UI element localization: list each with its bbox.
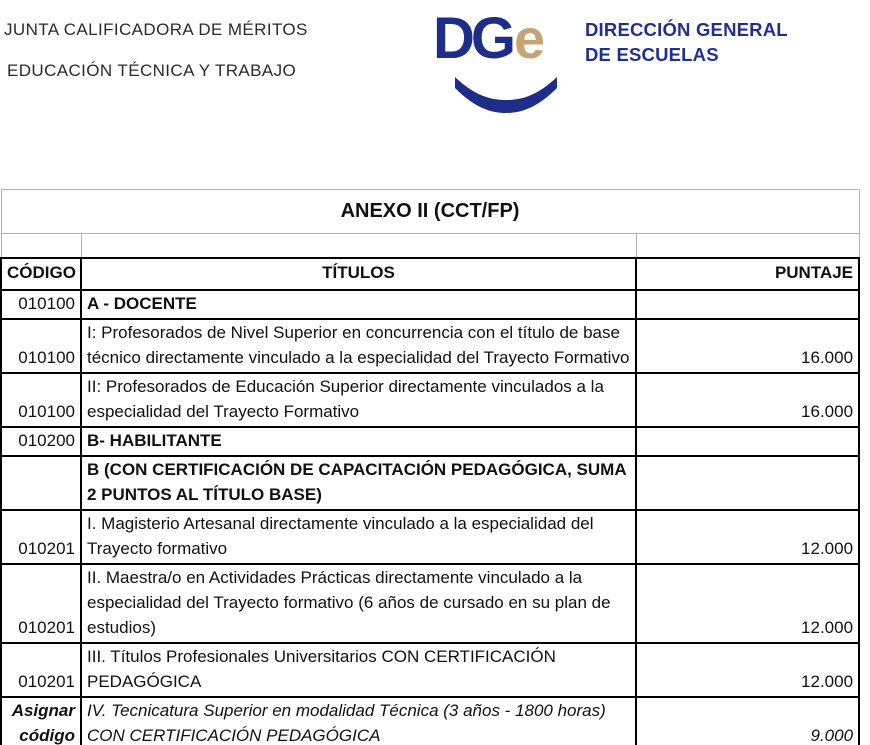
cell-puntaje bbox=[636, 456, 859, 510]
cell-puntaje: 12.000 bbox=[636, 510, 859, 564]
cell-puntaje: 16.000 bbox=[636, 373, 859, 427]
cell-titulo: A - DOCENTE bbox=[81, 290, 636, 319]
table-row bbox=[1, 643, 859, 697]
table-row bbox=[1, 427, 859, 456]
spacer-cell bbox=[636, 234, 859, 258]
column-header-titulos: TÍTULOS bbox=[81, 258, 636, 290]
table-title-row bbox=[1, 190, 859, 234]
cell-titulo: B- HABILITANTE bbox=[81, 427, 636, 456]
open-book-icon bbox=[453, 76, 559, 114]
table-header-row bbox=[1, 258, 859, 290]
cell-titulo: I: Profesorados de Nivel Superior en concurrencia con el título de base técnico directamente vinculado a la especialidad del Trayecto Formativo bbox=[81, 319, 636, 373]
cell-codigo: 010100 bbox=[1, 290, 81, 319]
org-name-line1: JUNTA CALIFICADORA DE MÉRITOS bbox=[4, 20, 308, 39]
table-spacer-row bbox=[1, 234, 859, 258]
table-row bbox=[1, 510, 859, 564]
cell-codigo: 010201 bbox=[1, 643, 81, 697]
cell-codigo: 010201 bbox=[1, 510, 81, 564]
dge-name-text bbox=[585, 17, 815, 67]
column-header-codigo: CÓDIGO bbox=[1, 258, 81, 290]
cell-codigo: 010100 bbox=[1, 373, 81, 427]
table-row bbox=[1, 456, 859, 510]
cell-puntaje bbox=[636, 290, 859, 319]
cell-codigo: 010200 bbox=[1, 427, 81, 456]
table-row bbox=[1, 697, 859, 745]
table-row bbox=[1, 564, 859, 643]
dge-name-line2: DE ESCUELAS bbox=[585, 44, 719, 65]
dge-logo bbox=[433, 6, 583, 115]
dge-logo-dg-text: DG bbox=[433, 6, 512, 71]
dge-name-line1: DIRECCIÓN GENERAL bbox=[585, 19, 788, 40]
cell-codigo: 010201 bbox=[1, 564, 81, 643]
table-row bbox=[1, 373, 859, 427]
cell-puntaje bbox=[636, 427, 859, 456]
table-row bbox=[1, 319, 859, 373]
org-name-line2: EDUCACIÓN TÉCNICA Y TRABAJO bbox=[7, 61, 297, 80]
cell-titulo: III. Títulos Profesionales Universitarios CON CERTIFICACIÓN PEDAGÓGICA bbox=[81, 643, 636, 697]
cell-puntaje: 12.000 bbox=[636, 643, 859, 697]
cell-puntaje: 12.000 bbox=[636, 564, 859, 643]
cell-titulo: II: Profesorados de Educación Superior directamente vinculados a la especialidad del Trayecto Formativo bbox=[81, 373, 636, 427]
table-title: ANEXO II (CCT/FP) bbox=[1, 190, 859, 234]
cell-codigo: Asignar código bbox=[1, 697, 81, 745]
cell-titulo: I. Magisterio Artesanal directamente vinculado a la especialidad del Trayecto formativo bbox=[81, 510, 636, 564]
cell-titulo: II. Maestra/o en Actividades Prácticas directamente vinculado a la especialidad del Trayecto formativo (6 años de cursado en su plan de estudios) bbox=[81, 564, 636, 643]
dge-logo-wordmark bbox=[433, 6, 546, 71]
cell-puntaje: 16.000 bbox=[636, 319, 859, 373]
cell-codigo: 010100 bbox=[1, 319, 81, 373]
spacer-cell bbox=[81, 234, 636, 258]
dge-logo-e-text: e bbox=[514, 7, 546, 70]
cell-codigo bbox=[1, 456, 81, 510]
anexo-table bbox=[0, 189, 860, 745]
column-header-puntaje: PUNTAJE bbox=[636, 258, 859, 290]
spacer-cell bbox=[1, 234, 81, 258]
cell-titulo: B (CON CERTIFICACIÓN DE CAPACITACIÓN PEDAGÓGICA, SUMA 2 PUNTOS AL TÍTULO BASE) bbox=[81, 456, 636, 510]
cell-titulo: IV. Tecnicatura Superior en modalidad Técnica (3 años - 1800 horas) CON CERTIFICACIÓN PEDAGÓGICA bbox=[81, 697, 636, 745]
cell-puntaje: 9.000 bbox=[636, 697, 859, 745]
table-row bbox=[1, 290, 859, 319]
